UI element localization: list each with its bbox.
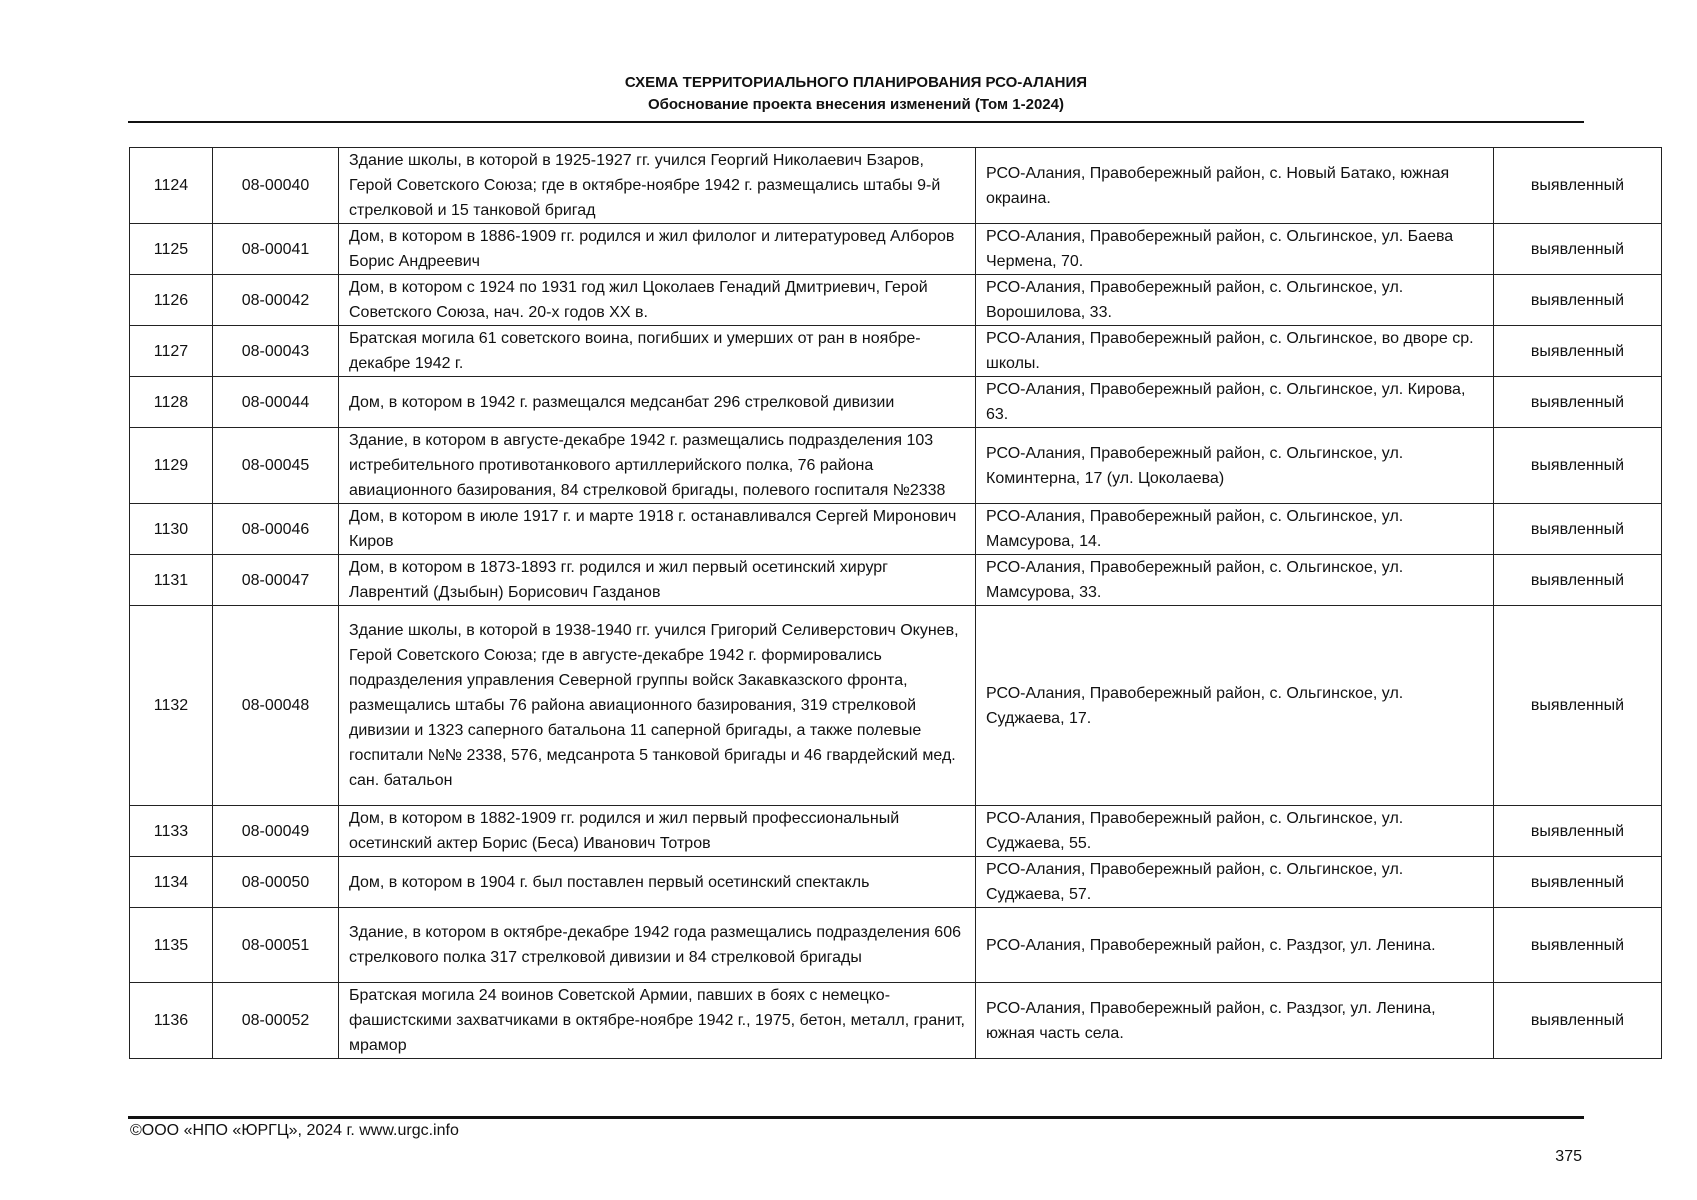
document-subtitle: Обоснование проекта внесения изменений (Том 1-2024) — [648, 96, 1064, 113]
heritage-objects-table — [129, 147, 1662, 1059]
object-status: выявленный — [1494, 606, 1662, 806]
table-row — [130, 148, 1662, 224]
object-status: выявленный — [1494, 224, 1662, 275]
table-row — [130, 275, 1662, 326]
registry-code: 08-00049 — [213, 806, 339, 857]
table-body — [130, 148, 1662, 1059]
object-status: выявленный — [1494, 428, 1662, 504]
registry-code: 08-00050 — [213, 857, 339, 908]
object-number: 1127 — [130, 326, 213, 377]
registry-code: 08-00051 — [213, 908, 339, 983]
object-number: 1124 — [130, 148, 213, 224]
registry-code: 08-00042 — [213, 275, 339, 326]
object-address: РСО-Алания, Правобережный район, с. Ольгинское, ул. Коминтерна, 17 (ул. Цоколаева) — [976, 428, 1494, 504]
footer-divider — [128, 1116, 1584, 1119]
registry-code: 08-00040 — [213, 148, 339, 224]
object-address: РСО-Алания, Правобережный район, с. Новый Батако, южная окраина. — [976, 148, 1494, 224]
document-title: СХЕМА ТЕРРИТОРИАЛЬНОГО ПЛАНИРОВАНИЯ РСО-АЛАНИЯ — [624, 74, 1088, 91]
object-status: выявленный — [1494, 504, 1662, 555]
object-address: РСО-Алания, Правобережный район, с. Раздзог, ул. Ленина. — [976, 908, 1494, 983]
registry-code: 08-00045 — [213, 428, 339, 504]
object-status: выявленный — [1494, 377, 1662, 428]
registry-code: 08-00052 — [213, 983, 339, 1059]
object-status: выявленный — [1494, 857, 1662, 908]
object-number: 1125 — [130, 224, 213, 275]
table-row — [130, 555, 1662, 606]
object-name: Дом, в котором в июле 1917 г. и марте 1918 г. останавливался Сергей Миронович Киров — [339, 504, 976, 555]
object-name: Дом, в котором в 1904 г. был поставлен первый осетинский спектакль — [339, 857, 976, 908]
registry-code: 08-00041 — [213, 224, 339, 275]
object-number: 1129 — [130, 428, 213, 504]
table-row — [130, 857, 1662, 908]
object-name: Дом, в котором в 1873-1893 гг. родился и жил первый осетинский хирург Лаврентий (Дзыбын) Борисович Газданов — [339, 555, 976, 606]
page-header — [128, 72, 1584, 116]
object-address: РСО-Алания, Правобережный район, с. Ольгинское, во дворе ср. школы. — [976, 326, 1494, 377]
object-name: Братская могила 61 советского воина, погибших и умерших от ран в ноябре-декабре 1942 г. — [339, 326, 976, 377]
registry-code: 08-00043 — [213, 326, 339, 377]
object-status: выявленный — [1494, 148, 1662, 224]
object-status: выявленный — [1494, 806, 1662, 857]
object-number: 1134 — [130, 857, 213, 908]
object-address: РСО-Алания, Правобережный район, с. Ольгинское, ул. Мамсурова, 33. — [976, 555, 1494, 606]
object-status: выявленный — [1494, 983, 1662, 1059]
object-name: Дом, в котором в 1886-1909 гг. родился и жил филолог и литературовед Алборов Борис Андреевич — [339, 224, 976, 275]
object-number: 1130 — [130, 504, 213, 555]
object-number: 1135 — [130, 908, 213, 983]
object-name: Дом, в котором в 1882-1909 гг. родился и жил первый профессиональный осетинский актер Борис (Беса) Иванович Тотров — [339, 806, 976, 857]
copyright-text: ©ООО «НПО «ЮРГЦ», 2024 г. www.urgc.info — [130, 1122, 459, 1139]
object-status: выявленный — [1494, 908, 1662, 983]
object-name: Братская могила 24 воинов Советской Армии, павших в боях с немецко-фашистскими захватчиками в октябре-ноябре 1942 г., 1975, бетон, металл, гранит, мрамор — [339, 983, 976, 1059]
object-address: РСО-Алания, Правобережный район, с. Ольгинское, ул. Суджаева, 55. — [976, 806, 1494, 857]
object-address: РСО-Алания, Правобережный район, с. Ольгинское, ул. Ворошилова, 33. — [976, 275, 1494, 326]
object-address: РСО-Алания, Правобережный район, с. Ольгинское, ул. Суджаева, 57. — [976, 857, 1494, 908]
object-address: РСО-Алания, Правобережный район, с. Ольгинское, ул. Баева Чермена, 70. — [976, 224, 1494, 275]
object-address: РСО-Алания, Правобережный район, с. Ольгинское, ул. Суджаева, 17. — [976, 606, 1494, 806]
table-row — [130, 326, 1662, 377]
header-divider — [128, 121, 1584, 123]
registry-code: 08-00048 — [213, 606, 339, 806]
table-row — [130, 908, 1662, 983]
table-row — [130, 606, 1662, 806]
object-number: 1131 — [130, 555, 213, 606]
object-address: РСО-Алания, Правобережный район, с. Ольгинское, ул. Кирова, 63. — [976, 377, 1494, 428]
object-status: выявленный — [1494, 275, 1662, 326]
object-number: 1133 — [130, 806, 213, 857]
page-number: 375 — [1555, 1148, 1582, 1165]
object-status: выявленный — [1494, 555, 1662, 606]
table-row — [130, 377, 1662, 428]
registry-code: 08-00047 — [213, 555, 339, 606]
object-name: Здание, в котором в октябре-декабре 1942 года размещались подразделения 606 стрелкового полка 317 стрелковой дивизии и 84 стрелковой бригады — [339, 908, 976, 983]
object-number: 1136 — [130, 983, 213, 1059]
object-status: выявленный — [1494, 326, 1662, 377]
registry-code: 08-00044 — [213, 377, 339, 428]
object-name: Дом, в котором с 1924 по 1931 год жил Цоколаев Генадий Дмитриевич, Герой Советского Союза, нач. 20-х годов XX в. — [339, 275, 976, 326]
table-row — [130, 224, 1662, 275]
object-address: РСО-Алания, Правобережный район, с. Ольгинское, ул. Мамсурова, 14. — [976, 504, 1494, 555]
table-row — [130, 806, 1662, 857]
object-name: Дом, в котором в 1942 г. размещался медсанбат 296 стрелковой дивизии — [339, 377, 976, 428]
object-name: Здание школы, в которой в 1938-1940 гг. учился Григорий Селиверстович Окунев, Герой Советского Союза; где в августе-декабре 1942 г. формировались подразделения управления Северной группы войск Закавказского фронта, размещались штабы 76 района авиационного базирования, 319 стрелковой дивизии и 1323 саперного батальона 11 саперной бригады, а также полевые госпитали №№ 2338, 576, медсанрота 5 танковой бригады и 46 гвардейский мед. сан. батальон — [339, 606, 976, 806]
table-row — [130, 983, 1662, 1059]
object-number: 1128 — [130, 377, 213, 428]
object-number: 1132 — [130, 606, 213, 806]
object-name: Здание школы, в которой в 1925-1927 гг. учился Георгий Николаевич Бзаров, Герой Советского Союза; где в октябре-ноябре 1942 г. размещались штабы 9-й стрелковой и 15 танковой бригад — [339, 148, 976, 224]
table-row — [130, 504, 1662, 555]
object-address: РСО-Алания, Правобережный район, с. Раздзог, ул. Ленина, южная часть села. — [976, 983, 1494, 1059]
object-number: 1126 — [130, 275, 213, 326]
table-row — [130, 428, 1662, 504]
registry-code: 08-00046 — [213, 504, 339, 555]
object-name: Здание, в котором в августе-декабре 1942 г. размещались подразделения 103 истребительного противотанкового артиллерийского полка, 76 района авиационного базирования, 84 стрелковой бригады, полевого госпиталя №2338 — [339, 428, 976, 504]
